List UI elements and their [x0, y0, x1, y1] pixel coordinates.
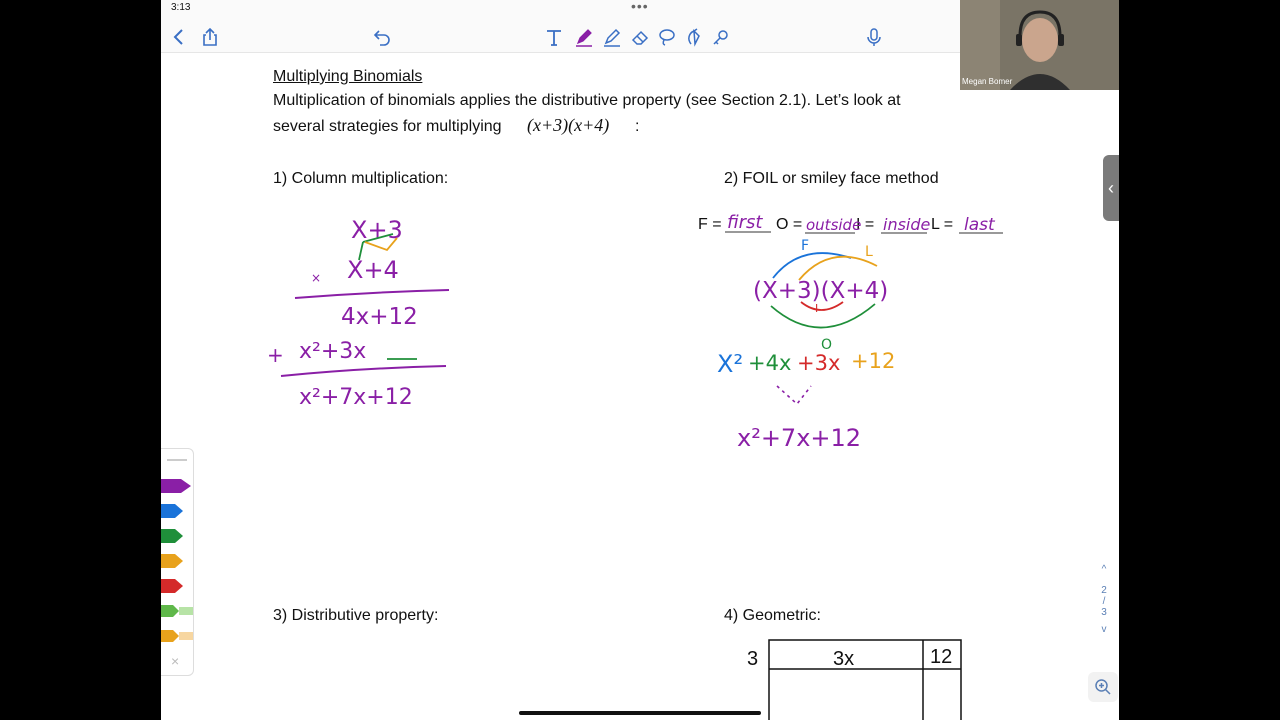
intro-line-2: several strategies for multiplying [273, 118, 502, 135]
status-time: 3:13 [171, 2, 191, 13]
section-foil: 2) FOIL or smiley face method [724, 170, 939, 187]
foil-last-ink: last [964, 215, 995, 235]
foil-f-label: F = [698, 216, 722, 233]
pen-orange[interactable] [161, 552, 193, 570]
expand-3x-ink: +3x [797, 351, 841, 375]
geo-cell-3x: 3x [833, 648, 855, 670]
foil-result-ink: x²+7x+12 [737, 424, 862, 452]
geo-row-label: 3 [747, 648, 759, 670]
share-button[interactable] [197, 24, 223, 50]
elements-tool-button[interactable] [708, 24, 734, 50]
pen-tool-button[interactable] [571, 24, 597, 50]
text-tool-icon [544, 27, 564, 47]
highlighter-orange[interactable] [161, 627, 193, 645]
col-result-ink: x²+7x+12 [299, 385, 413, 410]
lasso-tool-button[interactable] [654, 24, 680, 50]
shapes-tool-button[interactable] [682, 24, 708, 50]
foil-outside-ink: outside [806, 216, 862, 234]
pen-palette [161, 448, 194, 676]
chevron-left-icon [169, 27, 189, 47]
page-up-button[interactable]: ^ [1101, 564, 1107, 575]
col-row1-ink: 4x+12 [341, 304, 418, 330]
eraser-tool-icon [630, 27, 650, 47]
participant-name: Megan Bomer [962, 77, 1013, 86]
section-column-multiplication: 1) Column multiplication: [273, 170, 449, 187]
elements-tool-icon [711, 27, 731, 47]
pen-red[interactable] [161, 577, 193, 595]
more-handle[interactable]: ••• [631, 0, 649, 14]
pen-green[interactable] [161, 527, 193, 545]
total-pages: 3 [1101, 607, 1107, 618]
intro-line-1: Multiplication of binomials applies the distributive property (see Section 2.1). Let’s look at [273, 92, 901, 109]
highlighter-tool-button[interactable] [599, 24, 625, 50]
pen-purple[interactable] [161, 477, 193, 495]
undo-icon [372, 27, 392, 47]
chevron-left-icon: ‹ [1108, 177, 1114, 198]
zoom-in-icon [1094, 678, 1112, 696]
eraser-tool-button[interactable] [627, 24, 653, 50]
microphone-icon [864, 27, 884, 47]
home-indicator[interactable] [519, 711, 761, 715]
undo-button[interactable] [369, 24, 395, 50]
shapes-tool-icon [685, 27, 705, 47]
back-button[interactable] [166, 24, 192, 50]
pen-blue[interactable] [161, 502, 193, 520]
col-row2-ink: x²+3x [299, 339, 367, 364]
page-down-button[interactable]: v [1101, 624, 1107, 635]
foil-first-ink: first [727, 212, 763, 233]
foil-f-ink: F [801, 238, 810, 254]
section-distributive: 3) Distributive property: [273, 607, 439, 624]
current-page: 2 [1101, 585, 1107, 596]
col-plus-ink: + [267, 343, 284, 367]
geo-cell-12: 12 [930, 646, 953, 668]
pen-tool-icon [574, 27, 594, 47]
lasso-tool-icon [657, 27, 677, 47]
col-second-ink: X+4 [347, 256, 399, 284]
sidebar-toggle-handle[interactable] [1103, 155, 1119, 221]
share-icon [200, 27, 220, 47]
page-navigator [1092, 564, 1116, 635]
intro-colon: : [635, 118, 640, 135]
page-title: Multiplying Binomials [273, 68, 423, 85]
foil-l-ink: L [865, 244, 873, 260]
notability-app [161, 0, 1119, 720]
highlighter-green[interactable] [161, 602, 193, 620]
foil-i-ink: I [815, 302, 819, 315]
page-separator: / [1102, 596, 1106, 607]
expand-12-ink: +12 [851, 349, 896, 373]
intro-expression: (x+3)(x+4) [527, 115, 610, 135]
highlighter-tool-icon [602, 27, 622, 47]
microphone-button[interactable] [861, 24, 887, 50]
handwriting-layer [161, 52, 1119, 720]
foil-o-label: O = [776, 216, 803, 233]
zoom-button[interactable] [1088, 672, 1118, 702]
note-page[interactable] [161, 52, 1119, 720]
palette-grabber[interactable] [167, 459, 187, 461]
section-geometric: 4) Geometric: [724, 607, 821, 624]
foil-expr-ink: (X+3)(X+4) [753, 278, 889, 304]
expand-x2-ink: X² [717, 350, 744, 378]
col-top-ink: X+3 [351, 216, 403, 244]
foil-l-label: L = [931, 216, 954, 233]
col-times-ink: × [311, 271, 322, 285]
foil-o-ink: O [821, 337, 833, 353]
close-palette-icon[interactable]: × [171, 653, 180, 669]
video-tile[interactable] [960, 0, 1119, 90]
foil-inside-ink: inside [883, 215, 931, 234]
text-tool-button[interactable] [541, 24, 567, 50]
foil-i-label: I = [856, 216, 875, 233]
expand-4x-ink: +4x [748, 351, 792, 375]
